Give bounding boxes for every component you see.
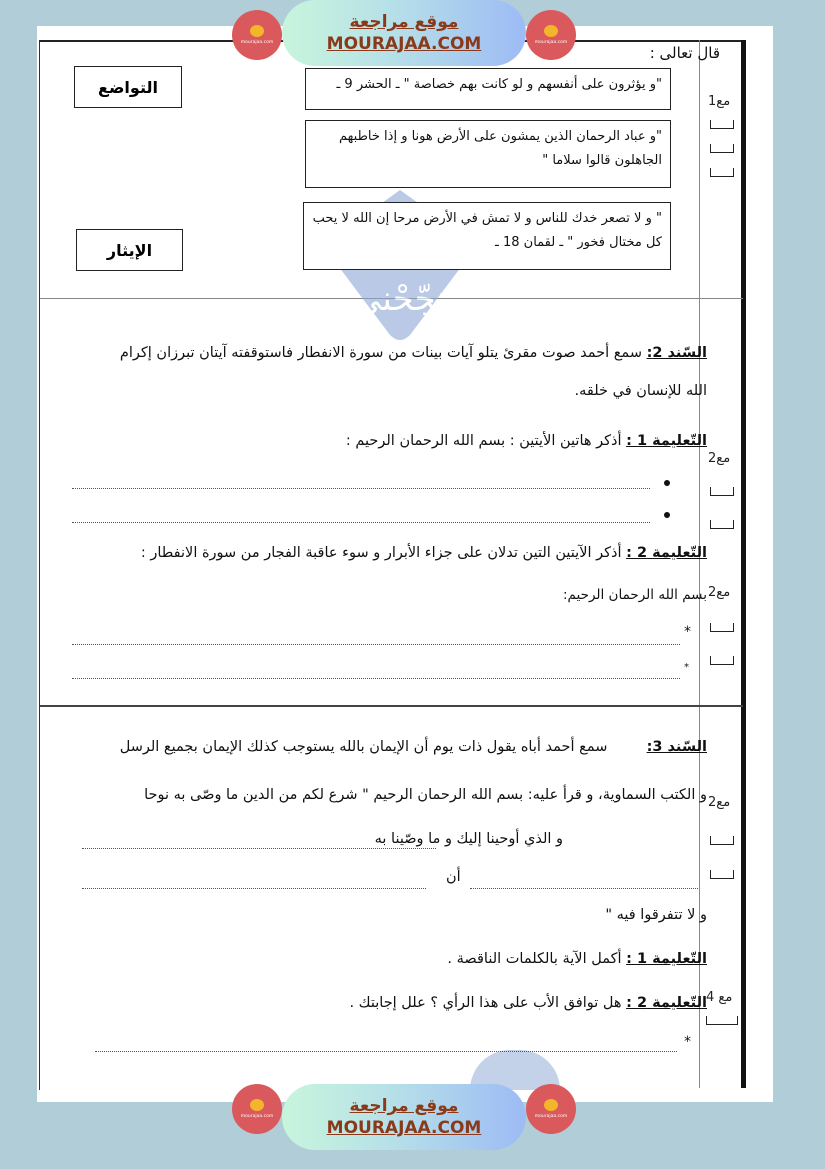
book-icon xyxy=(250,25,264,37)
answer-line[interactable] xyxy=(72,678,680,679)
score-slot[interactable] xyxy=(710,520,734,529)
site-banner-bottom[interactable]: موقع مراجعة MOURAJAA.COM xyxy=(282,1084,526,1150)
document-3-line-3: و الذي أوحينا إليك و ما وصّينا به xyxy=(374,831,563,847)
svg-text:نجّحْني: نجّحْني xyxy=(354,279,446,319)
document-3-text: سمع أحمد أباه يقول ذات يوم أن الإيمان بالله يستوجب كذلك الإيمان بجميع الرسل xyxy=(119,739,608,755)
score-slot[interactable] xyxy=(710,656,734,665)
document-2-line-2: الله للإنسان في خلقه. xyxy=(574,383,707,399)
task-3-1-line xyxy=(447,951,707,967)
value-box-altruism: الإيثار xyxy=(76,229,183,271)
score-label-2b: مع2 xyxy=(708,585,731,600)
score-label-1: مع1 xyxy=(708,94,731,109)
star-marker: * xyxy=(684,624,691,640)
verse-box-3: " و لا تصعر خدك للناس و لا تمش في الأرض مرحا إن الله لا يحب كل مختال فخور " ـ لقمان 18 ـ xyxy=(303,202,671,270)
task-1-text: أذكر هاتين الأيتين : بسم الله الرحمان الرحيم : xyxy=(345,433,622,449)
site-logo-right-top[interactable]: mourajaa.com xyxy=(526,10,576,60)
site-banner-top[interactable]: موقع مراجعة MOURAJAA.COM xyxy=(282,0,526,66)
task-2-label: التّعليمة 2 : xyxy=(626,545,707,561)
bullet-icon xyxy=(664,512,670,518)
score-slot[interactable] xyxy=(710,168,734,177)
task-2-line xyxy=(141,545,707,561)
site-logo-left-bottom[interactable]: mourajaa.com xyxy=(232,1084,282,1134)
star-marker: * xyxy=(684,662,689,673)
score-label-3b: مع 4 xyxy=(706,990,733,1005)
task-1-line xyxy=(346,433,707,449)
book-icon xyxy=(250,1099,264,1111)
verse-box-2: "و عباد الرحمان الذين يمشون على الأرض هونا و إذا خاطبهم الجاهلون قالوا سلاما " xyxy=(305,120,671,188)
task-3-2-line xyxy=(349,995,707,1011)
frame-right-border xyxy=(741,40,746,1088)
task-3-2-label: التّعليمة 2 : xyxy=(626,995,707,1011)
document-2-line-1 xyxy=(120,345,707,361)
intro-text: قال تعالى : xyxy=(649,44,720,62)
basmala-text: بسم الله الرحمان الرحيم: xyxy=(563,587,707,603)
score-slot[interactable] xyxy=(710,870,734,879)
score-column-divider xyxy=(699,40,700,1088)
value-box-humility: التواضع xyxy=(74,66,182,108)
document-3-line-5: و لا تتفرقوا فيه " xyxy=(605,907,707,923)
score-label-2a: مع2 xyxy=(708,451,731,466)
score-label-3a: مع2 xyxy=(708,795,731,810)
answer-line[interactable] xyxy=(72,488,650,489)
section-divider-2 xyxy=(40,705,743,707)
score-slot[interactable] xyxy=(710,623,734,632)
score-slot[interactable] xyxy=(706,1016,738,1025)
fill-blank-2[interactable] xyxy=(470,888,698,889)
score-slot[interactable] xyxy=(710,120,734,129)
score-slot[interactable] xyxy=(710,487,734,496)
site-logo-right-bottom[interactable]: mourajaa.com xyxy=(526,1084,576,1134)
verse-box-1: "و يؤثرون على أنفسهم و لو كانت بهم خصاصة " ـ الحشر 9 ـ xyxy=(305,68,671,110)
answer-line[interactable] xyxy=(72,522,650,523)
fill-blank-3[interactable] xyxy=(82,888,426,889)
star-marker: * xyxy=(684,1034,691,1050)
task-1-label: التّعليمة 1 : xyxy=(626,433,707,449)
task-3-1-label: التّعليمة 1 : xyxy=(626,951,707,967)
document-3-line-1 xyxy=(120,739,707,755)
task-3-1-text: أكمل الآية بالكلمات الناقصة . xyxy=(447,951,622,967)
fill-blank-1[interactable] xyxy=(82,848,436,849)
score-slot[interactable] xyxy=(710,836,734,845)
document-2-label: السّند 2: xyxy=(646,345,707,361)
task-3-2-text: هل توافق الأب على هذا الرأي ؟ علل إجابتك . xyxy=(349,995,622,1011)
site-logo-left-top[interactable]: mourajaa.com xyxy=(232,10,282,60)
answer-line[interactable] xyxy=(72,644,680,645)
score-slot[interactable] xyxy=(710,144,734,153)
book-icon xyxy=(544,25,558,37)
document-3-line-2: و الكتب السماوية، و قرأ عليه: بسم الله الرحمان الرحيم " شرع لكم من الدين ما وصّى به نوحا xyxy=(144,787,707,803)
book-icon xyxy=(544,1099,558,1111)
document-3-label: السّند 3: xyxy=(646,739,707,755)
task-2-text: أذكر الآيتين التين تدلان على جزاء الأبرار و سوء عاقبة الفجار من سورة الانفطار : xyxy=(140,545,622,561)
bullet-icon xyxy=(664,480,670,486)
document-2-text: سمع أحمد صوت مقرئ يتلو آيات بينات من سورة الانفطار فاستوقفته آيتان تبرزان إكرام xyxy=(119,345,642,361)
answer-line[interactable] xyxy=(95,1051,677,1052)
word-an: أن xyxy=(446,869,461,885)
